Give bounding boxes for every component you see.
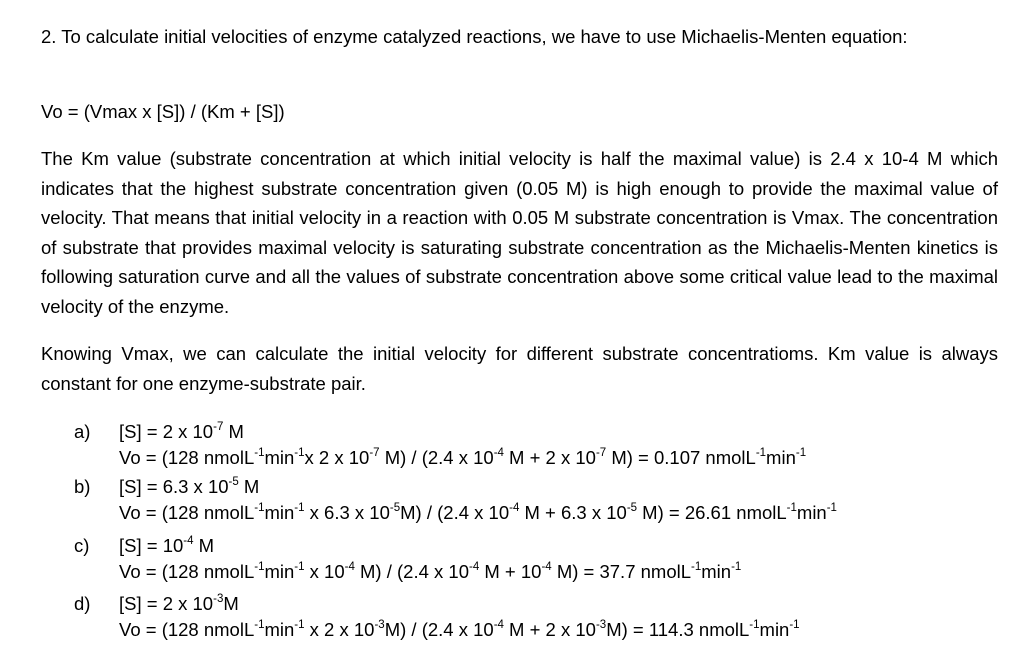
exponent: -1: [786, 502, 797, 514]
formula-text: M) = 37.7 nmolL: [551, 561, 692, 582]
formula-text: M) = 0.107 nmolL: [606, 447, 756, 468]
substrate-concentration: [S] = 6.3 x $10^{-5}$ M: [119, 476, 260, 497]
intro-paragraph: 2. To calculate initial velocities of enzyme catalyzed reactions, we have to use Michaelis-Menten equation:: [41, 26, 908, 47]
formula-text: min: [759, 619, 790, 640]
exponent: -1: [254, 502, 265, 514]
exponent: -3: [374, 619, 385, 631]
formula-text: M + 10: [479, 561, 542, 582]
exponent: -7: [369, 447, 380, 459]
exponent: -4: [493, 447, 504, 459]
exponent: -1: [691, 561, 702, 573]
exponent: -1: [294, 502, 305, 514]
exponent: -4: [344, 561, 355, 573]
exponent: -1: [826, 502, 837, 514]
exponent: -4: [541, 561, 552, 573]
formula-text: x 6.3 x 10: [304, 502, 390, 523]
formula-text: M) / (2.4 x 10: [400, 502, 510, 523]
item-marker: d): [74, 593, 91, 614]
exponent: -1: [294, 447, 305, 459]
velocity-calculation: [119, 502, 837, 524]
exponent: -4: [509, 502, 520, 514]
michaelis-menten-equation: Vo = (Vmax x [S]) / (Km + [S]): [41, 101, 285, 122]
formula-text: min: [766, 447, 796, 468]
exponent: -5: [389, 502, 401, 514]
formula-text: x 2 x 10: [304, 619, 375, 640]
formula-text: M + 6.3 x 10: [519, 502, 627, 523]
vmax-paragraph: Knowing Vmax, we can calculate the initial velocity for different substrate concentratioms. Km value is always constant for one enzyme-substrate pair.: [41, 343, 998, 394]
formula-text: M) / (2.4 x 10: [379, 447, 494, 468]
exponent: -1: [294, 561, 305, 573]
exponent: -1: [789, 619, 800, 631]
velocity-calculation: [119, 561, 741, 583]
item-marker: c): [74, 535, 90, 556]
formula-text: min: [264, 502, 295, 523]
exponent: -4: [469, 561, 480, 573]
exponent: -1: [294, 619, 305, 631]
velocity-calculation: [119, 447, 806, 469]
formula-text: x 10: [304, 561, 345, 582]
formula-text: M) = 26.61 nmolL: [637, 502, 787, 523]
exponent: -3: [595, 619, 607, 631]
formula-text: x 2 x 10: [304, 447, 370, 468]
formula-text: M) / (2.4 x 10: [384, 619, 494, 640]
formula-text: min: [264, 619, 295, 640]
formula-text: Vo = (128 nmolL: [119, 619, 255, 640]
formula-text: M) = 114.3 nmolL: [606, 619, 750, 640]
formula-text: min: [701, 561, 732, 582]
exponent: -7: [595, 447, 607, 459]
exponent: -1: [254, 619, 265, 631]
velocity-calculation: [119, 619, 800, 641]
substrate-concentration: [S] = 2 x $10^{-7}$ M: [119, 421, 244, 442]
formula-text: M + 2 x 10: [503, 619, 596, 640]
exponent: -5: [626, 502, 638, 514]
formula-text: min: [796, 502, 827, 523]
formula-text: Vo = (128 nmolL: [119, 447, 255, 468]
substrate-concentration: $[S] = 10^{-4}$ M: [119, 535, 215, 556]
exponent: -1: [254, 561, 265, 573]
item-marker: a): [74, 421, 91, 442]
formula-text: Vo = (128 nmolL: [119, 502, 255, 523]
formula-text: min: [264, 447, 295, 468]
formula-text: M + 2 x 10: [503, 447, 596, 468]
exponent: -1: [795, 447, 807, 459]
formula-text: M) / (2.4 x 10: [354, 561, 469, 582]
exponent: -1: [755, 447, 767, 459]
km-paragraph: The Km value (substrate concentration at which initial velocity is half the maximal value) is 2.4 x 10-4 M which indicates that the highest substrate concentration given (0.05 M) is high enough to provide the maximal value of velocity. That means that initial velocity in a reaction with 0.05 M substrate concentration is Vmax. The concentration of substrate that provides maximal velocity is saturating substrate concentration as the Michaelis-Menten kinetics is following saturation curve and all the values of substrate concentration above some critical value lead to the maximal velocity of the enzyme.: [41, 148, 998, 317]
exponent: -1: [254, 447, 265, 459]
exponent: -4: [493, 619, 504, 631]
formula-text: min: [264, 561, 295, 582]
exponent: -1: [749, 619, 760, 631]
exponent: -1: [731, 561, 742, 573]
item-marker: b): [74, 476, 91, 497]
substrate-concentration: [S] = 2 x $10^{-3}M$: [119, 593, 239, 614]
formula-text: Vo = (128 nmolL: [119, 561, 255, 582]
